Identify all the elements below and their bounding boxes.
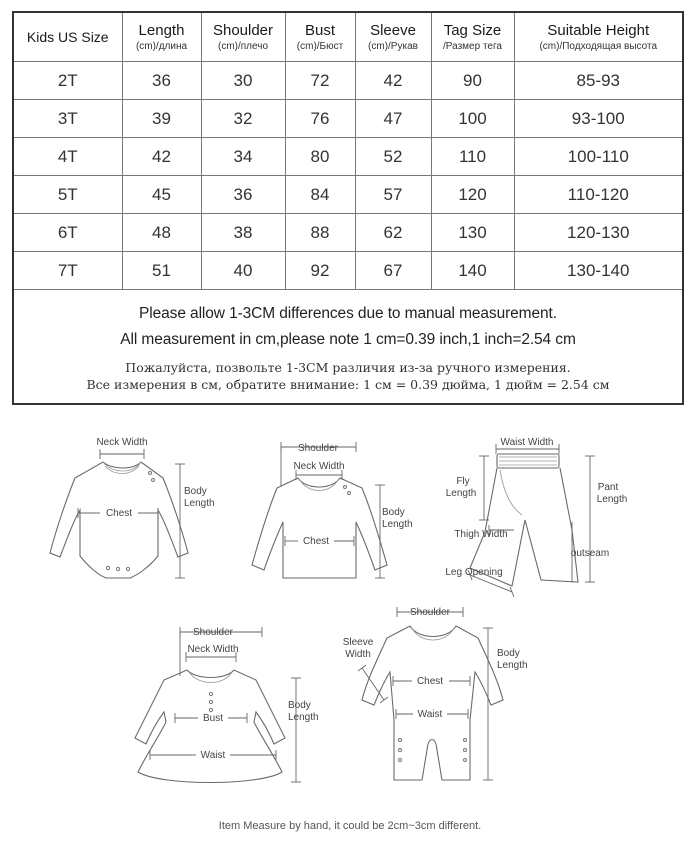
cell-shoulder: 34 — [201, 138, 285, 176]
size-table — [14, 13, 682, 290]
cell-size: 5T — [14, 176, 122, 214]
note-russian-1: Пожалуйста, позвольте 1-3CM различия из-за ручного измерения. — [125, 360, 571, 375]
cell-length: 36 — [122, 62, 201, 100]
cell-bust: 76 — [285, 100, 355, 138]
cell-length: 48 — [122, 214, 201, 252]
shirt-neck-label: Neck Width — [293, 461, 345, 472]
bodysuit-diagram — [50, 437, 215, 578]
cell-length: 42 — [122, 138, 201, 176]
pants-outseam-label: outseam — [570, 548, 610, 559]
header-bust: Bust (cm)/Бюст — [285, 13, 355, 62]
header-tag-size: Tag Size /Размер тега — [431, 13, 514, 62]
shirt-length-label: Length — [382, 519, 413, 530]
cell-shoulder: 30 — [201, 62, 285, 100]
cell-tag-size: 120 — [431, 176, 514, 214]
cell-sleeve: 52 — [355, 138, 431, 176]
table-row — [14, 214, 682, 252]
cell-size: 4T — [14, 138, 122, 176]
note-english-2: All measurement in cm,please note 1 cm=0.39 inch,1 inch=2.54 cm — [120, 331, 576, 348]
pants-fly-length-label: Length — [445, 488, 477, 499]
table-row — [14, 100, 682, 138]
cell-shoulder: 40 — [201, 252, 285, 290]
note-english-1: Please allow 1-3CM differences due to manual measurement. — [139, 305, 557, 322]
table-row — [14, 176, 682, 214]
header-kids-size: Kids US Size — [14, 13, 122, 62]
cell-shoulder: 32 — [201, 100, 285, 138]
cell-suitable-height: 93-100 — [514, 100, 682, 138]
dress-shoulder-label: Shoulder — [192, 627, 234, 638]
note-russian-2: Все измерения в см, обратите внимание: 1 см = 0.39 дюйма, 1 дюйм = 2.54 см — [86, 377, 610, 392]
cell-sleeve: 62 — [355, 214, 431, 252]
romper-sleeve-width-label: Width — [345, 649, 371, 660]
romper-outline — [362, 626, 503, 780]
cell-tag-size: 100 — [431, 100, 514, 138]
cell-bust: 84 — [285, 176, 355, 214]
table-row — [14, 138, 682, 176]
cell-suitable-height: 100-110 — [514, 138, 682, 176]
romper-waist-label: Waist — [417, 709, 443, 720]
cell-sleeve: 42 — [355, 62, 431, 100]
cell-sleeve: 47 — [355, 100, 431, 138]
cell-suitable-height: 120-130 — [514, 214, 682, 252]
romper-diagram — [343, 607, 528, 780]
measurement-notes — [14, 295, 682, 392]
cell-size: 6T — [14, 214, 122, 252]
cell-shoulder: 36 — [201, 176, 285, 214]
size-chart — [12, 11, 684, 405]
cell-length: 39 — [122, 100, 201, 138]
pants-pant-label: Pant — [597, 482, 619, 493]
bodysuit-chest-label: Chest — [105, 508, 133, 519]
cell-sleeve: 57 — [355, 176, 431, 214]
cell-tag-size: 110 — [431, 138, 514, 176]
cell-size: 2T — [14, 62, 122, 100]
table-row — [14, 62, 682, 100]
cell-tag-size: 140 — [431, 252, 514, 290]
pants-length-label: Length — [596, 494, 628, 505]
cell-tag-size: 130 — [431, 214, 514, 252]
pants-waist-label: Waist Width — [500, 437, 554, 448]
cell-size: 3T — [14, 100, 122, 138]
shirt-shoulder-label: Shoulder — [297, 443, 339, 454]
dress-body-label: Body — [288, 700, 311, 711]
pants-fly-label: Fly — [456, 476, 470, 487]
dress-waist-label: Waist — [200, 750, 226, 761]
cell-bust: 72 — [285, 62, 355, 100]
cell-length: 45 — [122, 176, 201, 214]
measurement-diagrams — [0, 420, 700, 844]
dress-bust-label: Bust — [202, 713, 224, 724]
cell-suitable-height: 85-93 — [514, 62, 682, 100]
shirt-diagram — [252, 442, 413, 578]
shirt-body-label: Body — [382, 507, 405, 518]
cell-suitable-height: 130-140 — [514, 252, 682, 290]
table-row — [14, 252, 682, 290]
table-body — [14, 62, 682, 290]
dress-neck-label: Neck Width — [187, 644, 239, 655]
pants-thigh-label: Thigh Width — [454, 529, 508, 540]
header-length: Length (cm)/длина — [122, 13, 201, 62]
shirt-outline — [252, 478, 387, 578]
cell-tag-size: 90 — [431, 62, 514, 100]
cell-sleeve: 67 — [355, 252, 431, 290]
header-suitable-height: Suitable Height (cm)/Подходящая высота — [514, 13, 682, 62]
cell-bust: 92 — [285, 252, 355, 290]
romper-chest-label: Chest — [416, 676, 444, 687]
cell-bust: 80 — [285, 138, 355, 176]
dress-outline — [135, 670, 285, 783]
bodysuit-outline — [50, 462, 188, 578]
table-header-row — [14, 13, 682, 62]
header-sleeve: Sleeve (cm)/Рукав — [355, 13, 431, 62]
romper-sleeve-label: Sleeve — [342, 637, 374, 648]
header-shoulder: Shoulder (cm)/плечо — [201, 13, 285, 62]
dress-diagram — [135, 627, 319, 783]
footer-note: Item Measure by hand, it could be 2cm~3cm different. — [218, 820, 482, 832]
bodysuit-body-label: Body — [184, 486, 207, 497]
romper-body-label: Body — [497, 648, 520, 659]
pants-leg-label: Leg Opening — [445, 567, 503, 578]
pants-diagram — [445, 437, 627, 597]
romper-shoulder-label: Shoulder — [409, 607, 451, 618]
romper-length-label: Length — [497, 660, 528, 671]
cell-suitable-height: 110-120 — [514, 176, 682, 214]
shirt-chest-label: Chest — [302, 536, 330, 547]
cell-bust: 88 — [285, 214, 355, 252]
bodysuit-neck-label: Neck Width — [96, 437, 148, 448]
cell-shoulder: 38 — [201, 214, 285, 252]
cell-size: 7T — [14, 252, 122, 290]
bodysuit-length-label: Length — [184, 498, 215, 509]
cell-length: 51 — [122, 252, 201, 290]
dress-length-label: Length — [288, 712, 319, 723]
